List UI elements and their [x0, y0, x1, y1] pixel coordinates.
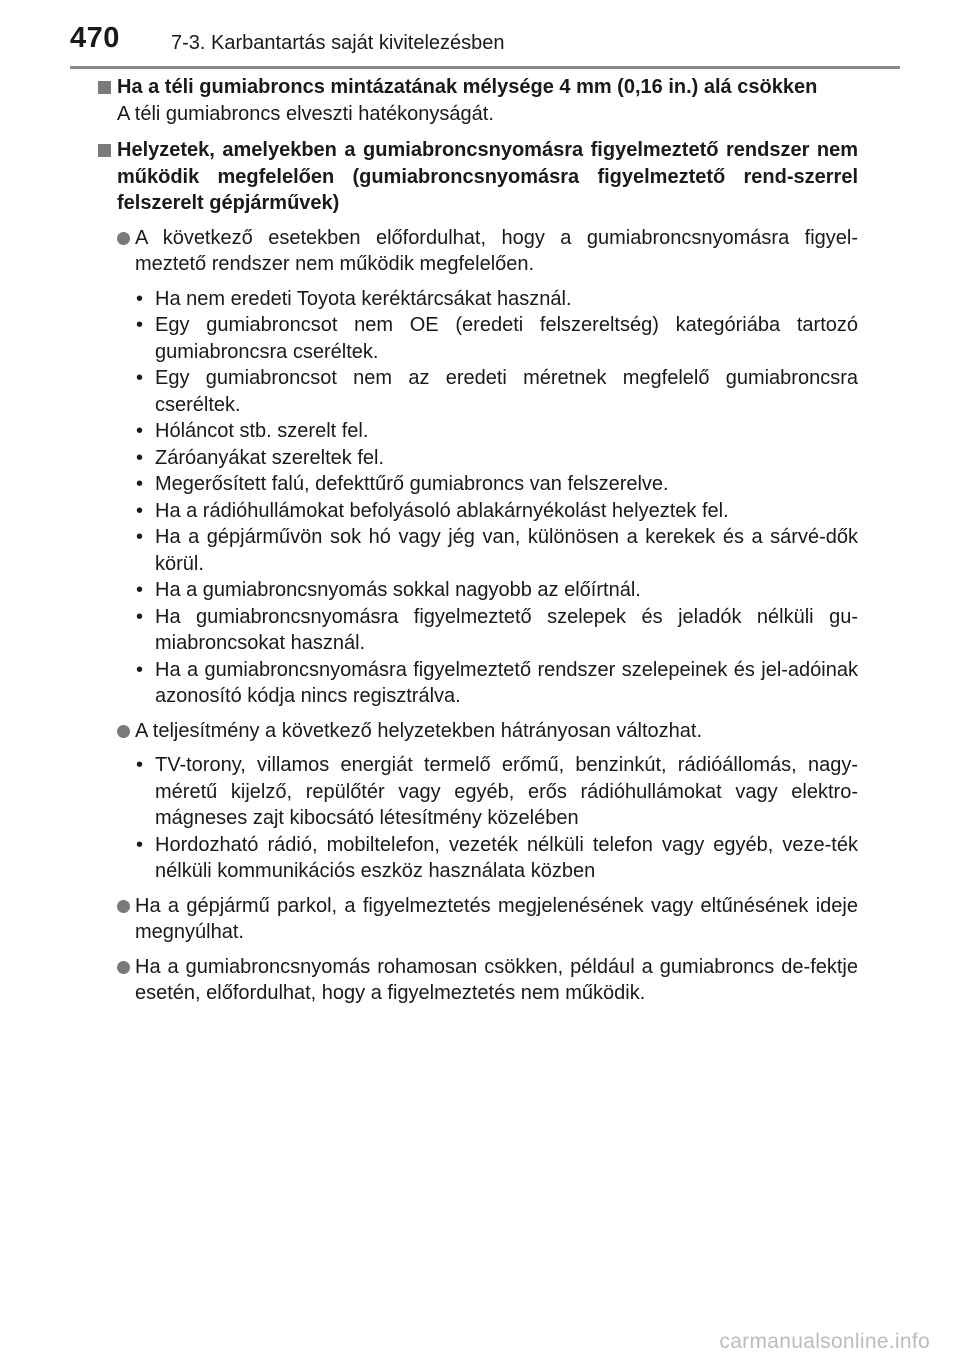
list-item-text: Ha a gumiabroncsnyomásra figyelmeztető rendszer szelepeinek és jel-adóinak azonosító kódja nincs regisztrálva.: [155, 658, 858, 707]
bullet-dot-icon: •: [136, 314, 144, 336]
bullet-dot-icon: •: [136, 367, 144, 389]
chapter-title: 7-3. Karbantartás saját kivitelezésben: [171, 32, 505, 54]
section-title-text: Helyzetek, amelyekben a gumiabroncsnyomásra figyelmeztető rendszer nem működik megfelelően (gumiabroncsnyomásra figyelmeztető rend-szerrel felszerelt gépjárművek): [117, 139, 858, 214]
list-item-text: Ha gumiabroncsnyomásra figyelmeztető szelepek és jeladók nélküli gu-miabroncsokat használ.: [155, 605, 858, 654]
section-title: [98, 137, 858, 217]
list-item: [98, 832, 858, 885]
watermark: carmanualsonline.info: [719, 1330, 930, 1353]
list-item: [98, 657, 858, 710]
bullet-dot-icon: •: [136, 499, 144, 522]
list-item: [98, 524, 858, 577]
circle-bullet-icon: [117, 961, 130, 974]
list-item: [98, 365, 858, 418]
list-item-text: Ha a rádióhullámokat befolyásoló ablakárnyékolást helyeztek fel.: [155, 499, 729, 522]
list-item-text: Egy gumiabroncsot nem OE (eredeti felszereltség) kategóriába tartozó gumiabroncsra cseréltek.: [155, 314, 858, 363]
bullet-dot-icon: •: [136, 473, 144, 495]
bullet-dot-icon: •: [136, 420, 144, 442]
list-item-text: Megerősített falú, defekttűrő gumiabroncs van felszerelve.: [155, 473, 669, 495]
section-title-text: Ha a téli gumiabroncs mintázatának mélysége 4 mm (0,16 in.) alá csökken: [117, 76, 818, 98]
list-item: [98, 577, 858, 604]
circle-item: [98, 893, 858, 946]
bullet-dot-icon: •: [136, 658, 144, 681]
section-tpms-situations: [98, 137, 858, 1007]
circle-item-text: A teljesítmény a következő helyzetekben hátrányosan változhat.: [135, 719, 703, 742]
page-number: 470: [70, 22, 120, 54]
section-winter-tire-depth: [98, 74, 858, 127]
list-item: [98, 312, 858, 365]
circle-bullet-icon: [117, 232, 130, 245]
square-bullet-icon: [98, 81, 111, 94]
list-item-text: Ha nem eredeti Toyota keréktárcsákat használ.: [155, 287, 572, 310]
section-body: A téli gumiabroncs elveszti hatékonyságát.: [117, 102, 494, 125]
circle-bullet-icon: [117, 725, 130, 738]
bullet-dot-icon: •: [136, 287, 144, 310]
bullet-list: [98, 286, 858, 710]
circle-item: [98, 954, 858, 1007]
list-item: [98, 604, 858, 657]
circle-item: [98, 225, 858, 278]
bullet-dot-icon: •: [136, 833, 144, 856]
list-item: [98, 286, 858, 313]
bullet-dot-icon: •: [136, 526, 144, 548]
bullet-dot-icon: •: [136, 579, 144, 601]
list-item-text: TV-torony, villamos energiát termelő erőmű, benzinkút, rádióállomás, nagy-méretű kijelző, repülőtér vagy egyéb, erős rádióhullámokat vagy elektro-mágneses zajt kibocsátó létesítmény közelében: [155, 754, 858, 829]
page-content: [98, 74, 858, 1017]
circle-item-text: A következő esetekben előfordulhat, hogy a gumiabroncsnyomásra figyel-meztető rendszer nem működik megfelelően.: [135, 226, 858, 275]
list-item: [98, 498, 858, 525]
list-item-text: Hóláncot stb. szerelt fel.: [155, 420, 369, 442]
list-item: [98, 752, 858, 832]
list-item: [98, 418, 858, 445]
square-bullet-icon: [98, 144, 111, 157]
bullet-dot-icon: •: [136, 605, 144, 628]
bullet-dot-icon: •: [136, 446, 144, 469]
header-divider: [70, 66, 900, 69]
list-item-text: Ha a gépjárművön sok hó vagy jég van, különösen a kerekek és a sárvé-dők körül.: [155, 526, 858, 575]
circle-bullet-icon: [117, 900, 130, 913]
circle-item: [98, 718, 858, 745]
bullet-dot-icon: •: [136, 754, 144, 776]
list-item-text: Hordozható rádió, mobiltelefon, vezeték nélküli telefon vagy egyéb, veze-ték nélküli kommunikációs eszköz használata közben: [155, 833, 858, 882]
list-item-text: Ha a gumiabroncsnyomás sokkal nagyobb az előírtnál.: [155, 579, 641, 601]
list-item: [98, 471, 858, 498]
bullet-list: [98, 752, 858, 885]
list-item: [98, 445, 858, 472]
list-item-text: Egy gumiabroncsot nem az eredeti méretnek megfelelő gumiabroncsra cseréltek.: [155, 367, 858, 416]
circle-item-text: Ha a gépjármű parkol, a figyelmeztetés megjelenésének vagy eltűnésének ideje megnyúlhat.: [135, 894, 858, 943]
section-title: [98, 74, 858, 101]
list-item-text: Záróanyákat szereltek fel.: [155, 446, 384, 469]
circle-item-text: Ha a gumiabroncsnyomás rohamosan csökken, például a gumiabroncs de-fektje esetén, előfordulhat, hogy a figyelmeztetés nem működik.: [135, 955, 858, 1004]
